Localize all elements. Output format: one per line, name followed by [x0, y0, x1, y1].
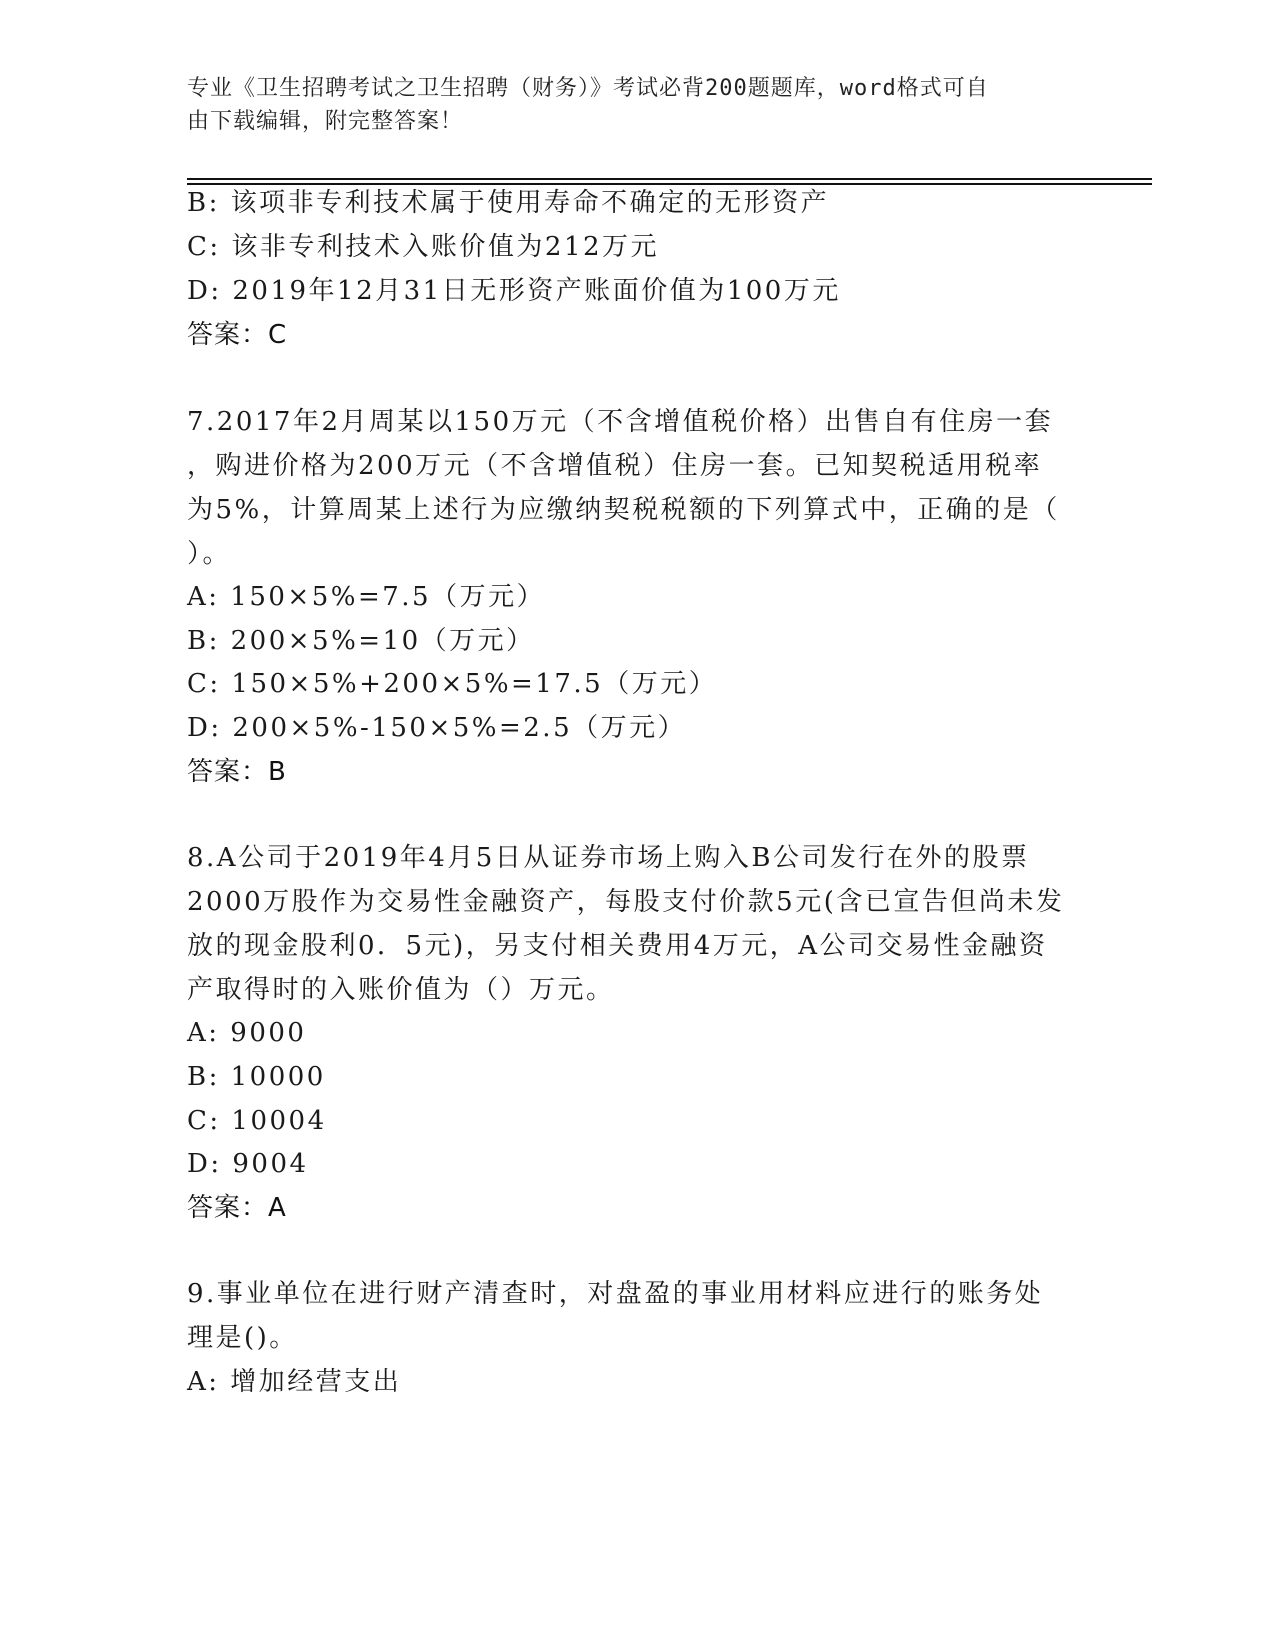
q6-answer: 答案：C: [187, 320, 288, 350]
q8-option-c: C: 10004: [187, 1106, 327, 1136]
header-divider-bottom: [187, 183, 1152, 185]
q7-answer: 答案：B: [187, 757, 287, 787]
q9-stem-line-1: 9.事业单位在进行财产清查时，对盘盈的事业用材料应进行的账务处: [187, 1279, 1044, 1309]
q8-stem-line-3: 放的现金股利0．5元)，另支付相关费用4万元，A公司交易性金融资: [187, 931, 1048, 961]
q7-stem-line-2: ，购进价格为200万元（不含增值税）住房一套。已知契税适用税率: [187, 451, 1043, 481]
q7-option-b: B: 200×5%=10（万元）: [187, 626, 535, 656]
header-divider-top: [187, 178, 1152, 180]
q8-option-d: D: 9004: [187, 1149, 309, 1179]
q8-option-a: A: 9000: [187, 1018, 307, 1048]
q7-option-d: D: 200×5%-150×5%=2.5（万元）: [187, 713, 687, 743]
q7-option-c: C: 150×5%+200×5%=17.5（万元）: [187, 669, 718, 699]
q9-stem-line-2: 理是()。: [187, 1323, 298, 1353]
header-line-1: 专业《卫生招聘考试之卫生招聘（财务）》考试必背200题题库，word格式可自: [187, 76, 989, 101]
q9-option-a: A: 增加经营支出: [187, 1367, 402, 1397]
q7-stem-line-4: ）。: [187, 539, 232, 569]
q7-stem-line-3: 为5%，计算周某上述行为应缴纳契税税额的下列算式中，正确的是（: [187, 495, 1060, 525]
q6-option-d: D: 2019年12月31日无形资产账面价值为100万元: [187, 276, 841, 306]
q8-answer: 答案：A: [187, 1193, 287, 1223]
q7-stem-line-1: 7.2017年2月周某以150万元（不含增值税价格）出售自有住房一套: [187, 407, 1054, 437]
document-header: [187, 72, 1067, 138]
q8-stem-line-2: 2000万股作为交易性金融资产，每股支付价款5元(含已宣告但尚未发: [187, 887, 1065, 917]
q8-stem-line-1: 8.A公司于2019年4月5日从证券市场上购入B公司发行在外的股票: [187, 843, 1030, 873]
q8-option-b: B: 10000: [187, 1062, 326, 1092]
q6-option-b: B: 该项非专利技术属于使用寿命不确定的无形资产: [187, 188, 830, 218]
header-line-2: 由下载编辑，附完整答案！: [187, 109, 464, 134]
q6-option-c: C: 该非专利技术入账价值为212万元: [187, 232, 660, 262]
q7-option-a: A: 150×5%=7.5（万元）: [187, 582, 546, 612]
q8-stem-line-4: 产取得时的入账价值为（）万元。: [187, 975, 615, 1005]
